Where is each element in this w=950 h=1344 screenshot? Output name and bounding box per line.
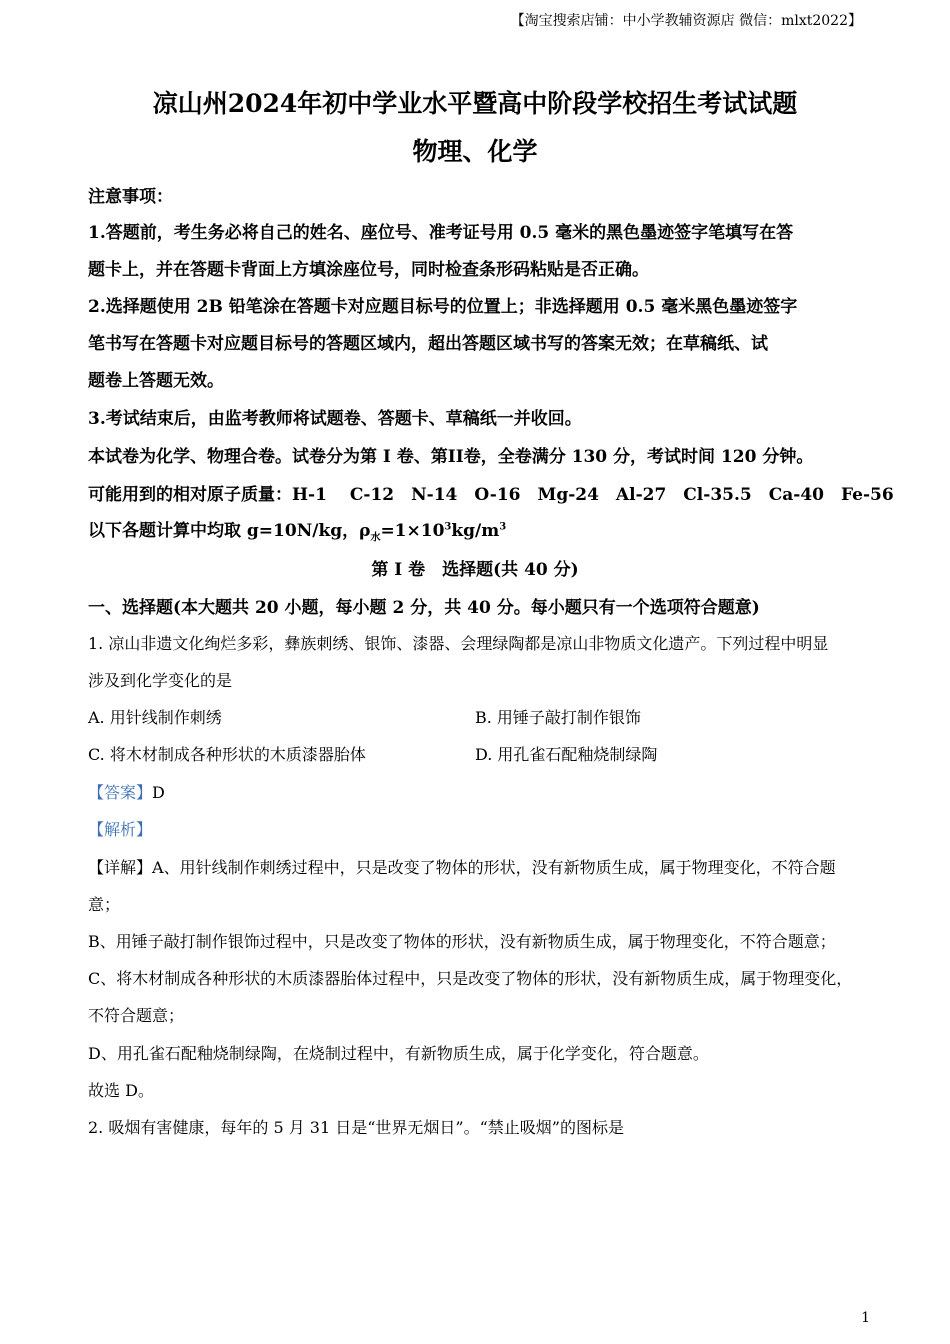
q1-option-c: C. 将木材制成各种形状的木质漆器胎体 [88, 745, 366, 764]
rho-symbol: ρ [359, 521, 371, 541]
notice-line: 2.选择题使用 2B 铅笔涂在答题卡对应题目标号的位置上；非选择题用 0.5 毫米黑色墨迹签字 [88, 297, 798, 317]
unit-exponent: 3 [499, 521, 507, 533]
detail-line: D、用孔雀石配釉烧制绿陶，在烧制过程中，有新物质生成，属于化学变化，符合题意。 [88, 1044, 709, 1063]
q1-option-d: D. 用孔雀石配釉烧制绿陶 [475, 745, 658, 764]
exam-title: 凉山州2024年初中学业水平暨高中阶段学校招生考试试题 [152, 89, 798, 118]
notice-line: 题卷上答题无效。 [88, 371, 224, 391]
notice-line: 题卡上，并在答题卡背面上方填涂座位号，同时检查条形码粘贴是否正确。 [88, 260, 649, 280]
q2-stem: 2. 吸烟有害健康，每年的 5 月 31 日是“世界无烟日”。“禁止吸烟”的图标是 [88, 1118, 624, 1137]
q1-stem-cont: 涉及到化学变化的是 [88, 671, 233, 690]
exam-subtitle: 物理、化学 [412, 137, 538, 166]
q1-option-a: A. 用针线制作刺绣 [88, 708, 222, 727]
detail-line: C、将木材制成各种形状的木质漆器胎体过程中，只是改变了物体的形状，没有新物质生成，属于物理变化， [88, 969, 853, 988]
notice-line: 1.答题前，考生务必将自己的姓名、座位号、准考证号用 0.5 毫米的黑色墨迹签字笔填写在答 [88, 223, 794, 243]
exponent: 3 [444, 521, 452, 533]
gravity-density-line [88, 516, 506, 543]
detail-line [88, 855, 836, 878]
rho-middle: =1×10 [380, 521, 445, 541]
detail-line: B、用锤子敲打制作银饰过程中，只是改变了物体的形状，没有新物质生成，属于物理变化，不符合题意； [88, 932, 836, 951]
atomic-mass-line: 可能用到的相对原子质量：H-1 C-12 N-14 O-16 Mg-24 Al-27 Cl-35.5 Ca-40 Fe-56 [88, 485, 894, 505]
detail-tag: 【详解】 [88, 858, 153, 877]
header-note: 【淘宝搜索店铺：中小学教辅资源店 微信：mlxt2022】 [510, 13, 862, 29]
page-number: 1 [861, 1310, 870, 1326]
notice-heading: 注意事项： [88, 187, 173, 207]
detail-line: 不符合题意； [88, 1006, 185, 1025]
notice-line: 笔书写在答题卡对应题目标号的答题区域内，超出答题区域书写的答案无效；在草稿纸、试 [88, 334, 768, 354]
answer-value: D [152, 783, 165, 802]
detail-text: A、用针线制作刺绣过程中，只是改变了物体的形状，没有新物质生成，属于物理变化，不符合题 [152, 858, 836, 877]
q1-option-b: B. 用锤子敲打制作银饰 [475, 708, 641, 727]
part-heading: 一、选择题(本大题共 20 小题，每小题 2 分，共 40 分。每小题只有一个选项符合题意) [88, 598, 760, 618]
detail-line: 意； [88, 895, 121, 914]
g-prefix: 以下各题计算中均取 g=10N/kg， [88, 521, 360, 541]
q1-stem: 1. 凉山非遗文化绚烂多彩，彝族刺绣、银饰、漆器、会理绿陶都是凉山非物质文化遗产。下列过程中明显 [88, 634, 829, 653]
notice-line: 本试卷为化学、物理合卷。试卷分为第 I 卷、第II卷，全卷满分 130 分，考试时间 120 分钟。 [88, 447, 814, 467]
unit: kg/m [451, 521, 500, 541]
detail-conclusion: 故选 D。 [88, 1081, 154, 1100]
rho-subscript: 水 [370, 532, 381, 544]
analysis-tag: 【解析】 [88, 820, 153, 839]
section-title: 第 I 卷 选择题(共 40 分) [371, 560, 579, 580]
answer-tag: 【答案】 [88, 783, 153, 802]
q1-answer [88, 780, 165, 803]
notice-line: 3.考试结束后，由监考教师将试题卷、答题卡、草稿纸一并收回。 [88, 409, 582, 429]
